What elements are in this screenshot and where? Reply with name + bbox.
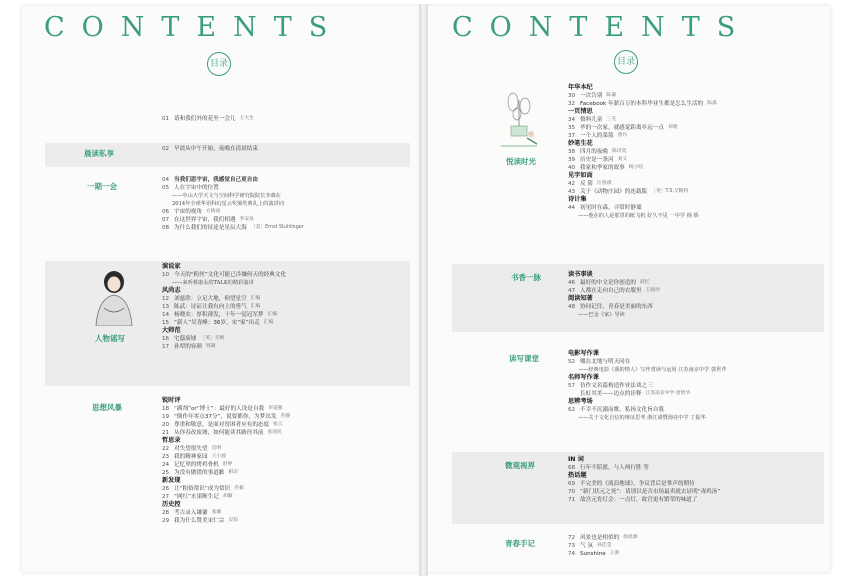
section-label-chendu: 晨读私享 — [84, 149, 114, 158]
toc-subheading: 阅读知著 — [568, 295, 593, 302]
toc-subheading: 思辨考场 — [568, 398, 593, 405]
right-contents-title: CONTENTS — [452, 12, 753, 43]
toc-item[interactable]: 20 尊重和敬意，是面对贫困者应有的态度 张云 — [162, 422, 283, 428]
toc-item[interactable]: 长虹其美——边点的诠释 江苏南京中学 唐智华 — [580, 391, 691, 397]
section-label-shuxiang: 书香一脉 — [511, 273, 541, 282]
toc-item[interactable]: 43 关于《动物庄园》的连载版 ［英］T.S.艾略特 — [568, 189, 689, 195]
toc-item[interactable]: 39 历史是一条河 刘义 — [568, 157, 628, 163]
toc-item[interactable]: 02 早晨从中午开始，夜晚在清晨结束 — [162, 146, 258, 152]
toc-item[interactable]: 47 人都在走向自己的衣服里 王晓玲 — [568, 288, 660, 294]
left-mulu-badge: 目录 — [207, 52, 231, 76]
toc-item[interactable]: 24 记忆里的烤鸡骨机 舒婷 — [162, 462, 233, 468]
toc-item[interactable]: 25 为没有做错的事道歉 相识 — [162, 470, 238, 476]
toc-subheading: 大师范 — [162, 327, 181, 334]
toc-subheading: IN 词 — [568, 456, 584, 463]
toc-item[interactable]: 01 请和我们外的花坐一会儿 王大生 — [162, 116, 254, 122]
toc-subheading: 年华本纪 — [568, 84, 593, 91]
toc-quote: ——经典电影《我的情人》写作赏读与运用 江苏南京中学 郭世芹 — [578, 367, 727, 373]
section-label-yiqiyihui: 一期一会 — [87, 182, 117, 191]
toc-quote: ——关于文化自信的辩证思考 浙江诸暨海亮中学 丁振华 — [578, 415, 706, 421]
portrait-illustration — [92, 268, 136, 326]
toc-item[interactable]: 04 当我们思宇宙，我感觉自己更自由 — [162, 177, 258, 183]
toc-item[interactable]: 14 杨晓农：厚积薄发，十年一觉冠军梦 汇编 — [162, 312, 278, 318]
toc-item[interactable]: 40 我家和季家的故事 杨小咕 — [568, 165, 644, 171]
toc-item[interactable]: 12 刘慈欣：立足大地，仰望星空 汇编 — [162, 296, 261, 302]
section-label-duxie: 读写课堂 — [509, 354, 539, 363]
toc-item[interactable]: 06 宇宙的视角 方陵雨 — [162, 209, 221, 215]
toc-block-duxie — [568, 350, 727, 422]
toc-item[interactable]: 71 故宫元宵灯会：一点灯，故宫更有繁荣的味道了 — [568, 497, 698, 503]
toc-item[interactable]: 19 “倒作年零点37分”，说要都你，为梦出发 乔静 — [162, 414, 291, 420]
toc-item[interactable]: 18 “满剂”or“博士”：最好的人设是自我 李道强 — [162, 406, 283, 412]
toc-item[interactable]: 10 今天的“粉丝”文化可能已涉嫌何天的经典文化 — [162, 272, 287, 278]
toc-item[interactable]: 44 初见时在森，寻常时静谧 — [568, 205, 642, 211]
toc-item[interactable]: 70 “新门状元之死”：请别以是否市场最卖就去证明“毒鸡汤” — [568, 489, 721, 495]
toc-item[interactable]: 73 气 氛 孙佳莹 — [568, 543, 612, 549]
toc-quote: 2014年全球华语科幻星云奖颁奖典礼上的演讲词 — [172, 201, 284, 207]
toc-item[interactable]: 16 宅邸废墟 ［英］毛姆 — [162, 336, 225, 342]
toc-quote: ——中山大学天文与空间科学研究院院长李森在 — [172, 193, 281, 199]
toc-quote: ——他在的人是那里的纸飞机 好久不见 一中学 杨 娇 — [578, 213, 699, 219]
section-label-yuedu: 悦读时光 — [506, 157, 536, 166]
toc-item[interactable]: 38 四月的夜晚 陈诗奕 — [568, 149, 627, 155]
section-label-renwu: 人物谣写 — [95, 334, 125, 343]
toc-subheading: 演说家 — [162, 263, 181, 270]
toc-item[interactable]: 68 行年不陪愿，与人两行胜 等 — [568, 465, 649, 471]
toc-item[interactable]: 35 毕的一次家，就感觉距离乡远一点 刘娟 — [568, 125, 678, 131]
toc-subheading: 一页情思 — [568, 108, 593, 115]
toc-quote: ——巴金《家》导读 — [578, 312, 625, 318]
toc-item[interactable]: 74 Sunshine 王蕾 — [568, 551, 620, 557]
toc-subheading: 名师写作课 — [568, 374, 599, 381]
toc-block-shuxiang — [568, 271, 660, 319]
left-contents-title: CONTENTS — [44, 12, 345, 43]
toc-subheading: 见字如面 — [568, 172, 593, 179]
section-label-qingchun: 青春手记 — [505, 539, 535, 548]
toc-subheading: 历史控 — [162, 501, 181, 508]
toc-item[interactable]: 07 在这世界宇宙，我们相遇 李安泉 — [162, 217, 254, 223]
toc-subheading: 读书事谈 — [568, 271, 593, 278]
toc-item[interactable]: 08 为什么我们的征途是星辰大海 ［美］Ernst Stuhlinger — [162, 225, 304, 231]
toc-subheading: 诗计集 — [568, 196, 587, 203]
toc-item[interactable]: 32 Facebook 年薪百万的本科毕业生都是怎么生活的 陈淼 — [568, 101, 717, 107]
toc-item[interactable]: 30 一次告别 陈谦 — [568, 93, 616, 99]
toc-block-chendu — [162, 115, 262, 153]
toc-block-yuedu — [568, 84, 717, 220]
toc-item[interactable]: 37 一个人的菜篮 唐丹 — [568, 133, 628, 139]
toc-item[interactable]: 27 “网红”水果断生记 胡颖 — [162, 494, 233, 500]
toc-block-renwu — [162, 263, 286, 351]
toc-item[interactable]: 28 考吉录入谦谦 张翼 — [162, 510, 222, 516]
toc-item[interactable]: 13 陈武：诗证让我有向上的勇气 汇编 — [162, 304, 261, 310]
toc-subheading: 锐时评 — [162, 397, 181, 404]
toc-block-weiguan — [568, 456, 720, 504]
right-mulu-badge: 目录 — [614, 50, 638, 74]
toc-block-qingchun — [568, 534, 638, 558]
toc-subheading: 风尚志 — [162, 287, 181, 294]
toc-item[interactable]: 52 哪在北地与明天同在 — [568, 359, 631, 365]
toc-item[interactable]: 42 反 简 汪曾祺 — [568, 181, 612, 187]
toc-item[interactable]: 29 我为什么赞美宋仁宗 吴钩 — [162, 518, 238, 524]
toc-quote: ——来听蔡康永的TALK的精彩演讲 — [172, 280, 254, 286]
toc-block-sixiang — [162, 397, 290, 525]
book-gutter — [419, 4, 428, 576]
toc-item[interactable]: 26 让“粗俗常识”成为常识 乔毅 — [162, 486, 244, 492]
toc-item[interactable]: 23 我的精神家园 王小波 — [162, 454, 226, 460]
toc-subheading: 哲思录 — [162, 437, 181, 444]
section-label-sixiang: 思想风暴 — [92, 403, 122, 412]
toc-item[interactable]: 34 赘料儿童 三毛 — [568, 117, 616, 123]
toc-item[interactable]: 72 风景也是相似的 徐思源 — [568, 535, 638, 541]
toc-item[interactable]: 57 仿作文名篇构造作业法谈之三 — [568, 383, 653, 389]
toc-item[interactable]: 15 “新人”吴青峰：36岁，宋“家”出走 汇编 — [162, 320, 274, 326]
toc-subheading: 新发现 — [162, 477, 181, 484]
toc-item[interactable]: 22 对失望很失望 启明 — [162, 446, 222, 452]
plant-reading-illustration — [497, 88, 543, 150]
toc-item[interactable]: 17 孙犁的容颜 铁凝 — [162, 344, 216, 350]
toc-item[interactable]: 48 协同记住，青春是美丽的东西 — [568, 304, 653, 310]
toc-block-yiqiyihui — [162, 176, 304, 232]
toc-subheading: 电影写作课 — [568, 350, 599, 357]
section-label-weiguan: 微观视界 — [505, 461, 535, 470]
toc-subheading: 热话题 — [568, 472, 587, 479]
toc-item[interactable]: 05 人在宇宙中的位置 — [162, 185, 219, 191]
toc-subheading: 妙笔生花 — [568, 140, 593, 147]
toc-item[interactable]: 46 最好的中文是你创造的 薛忆 — [568, 280, 650, 286]
toc-item[interactable]: 62 不幸不沉溺而歌，私扬文化旨自我 — [568, 407, 664, 413]
toc-item[interactable]: 21 从你春改废墟，如何能读其路径其前 张国民 — [162, 430, 282, 436]
toc-item[interactable]: 69 不完美的《流浪地球》，争议背后是掌声的期待 — [568, 481, 695, 487]
